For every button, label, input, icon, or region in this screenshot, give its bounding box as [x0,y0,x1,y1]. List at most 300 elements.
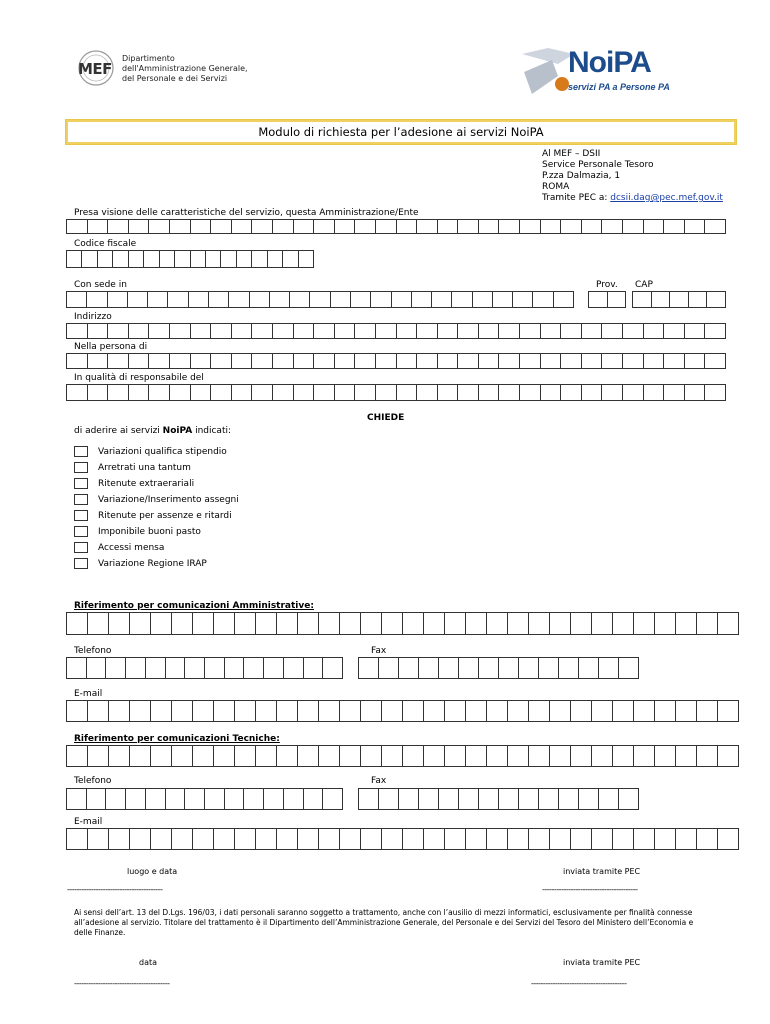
char-cell[interactable] [382,701,403,721]
char-cell[interactable] [319,746,340,766]
char-cell[interactable] [256,746,277,766]
char-cell[interactable] [214,746,235,766]
char-cell[interactable] [264,789,284,809]
char-cell[interactable] [359,658,379,678]
char-cell[interactable] [676,701,697,721]
char-cell[interactable] [361,829,382,849]
char-cell[interactable] [67,701,88,721]
char-cell[interactable] [561,354,582,368]
char-cell[interactable] [608,292,627,307]
char-cell[interactable] [244,789,264,809]
char-cell[interactable] [499,658,519,678]
char-cell[interactable] [382,613,403,634]
char-cell[interactable] [438,385,459,400]
char-cell[interactable] [252,324,273,338]
char-cell[interactable] [439,658,459,678]
char-cell[interactable] [655,829,676,849]
char-cell[interactable] [417,385,438,400]
char-cell[interactable] [397,354,418,368]
char-cell[interactable] [106,658,126,678]
char-cell[interactable] [613,613,634,634]
char-cell[interactable] [109,746,130,766]
char-cell[interactable] [160,251,175,267]
char-cell[interactable] [168,292,188,307]
char-cell[interactable] [214,613,235,634]
char-cell[interactable] [149,385,170,400]
char-cell[interactable] [298,746,319,766]
char-cell[interactable] [252,354,273,368]
char-cell[interactable] [129,385,150,400]
char-cell[interactable] [599,789,619,809]
char-cell[interactable] [108,292,128,307]
char-cell[interactable] [697,829,718,849]
char-cell[interactable] [87,658,107,678]
char-cell[interactable] [397,220,418,233]
char-cell[interactable] [283,251,298,267]
char-cell[interactable] [359,789,379,809]
char-cell[interactable] [479,789,499,809]
char-cell[interactable] [541,220,562,233]
char-cell[interactable] [529,746,550,766]
char-cell[interactable] [445,746,466,766]
char-cell[interactable] [298,829,319,849]
char-cell[interactable] [166,658,186,678]
char-cell[interactable] [634,746,655,766]
char-cell[interactable] [151,829,172,849]
char-cell[interactable] [294,385,315,400]
char-cell[interactable] [284,658,304,678]
char-cell[interactable] [355,354,376,368]
char-cell[interactable] [67,829,88,849]
char-cell[interactable] [499,220,520,233]
char-cell[interactable] [466,746,487,766]
char-cell[interactable] [108,354,129,368]
char-cell[interactable] [399,658,419,678]
char-cell[interactable] [613,701,634,721]
char-cell[interactable] [499,354,520,368]
char-cell[interactable] [424,829,445,849]
char-cell[interactable] [323,658,343,678]
char-cell[interactable] [499,324,520,338]
char-cell[interactable] [561,324,582,338]
char-cell[interactable] [718,829,739,849]
char-cell[interactable] [541,324,562,338]
char-cell[interactable] [256,613,277,634]
char-cell[interactable] [466,613,487,634]
char-cell[interactable] [319,829,340,849]
char-cell[interactable] [170,324,191,338]
char-cell[interactable] [252,220,273,233]
char-cell[interactable] [479,324,500,338]
char-cell[interactable] [508,701,529,721]
char-cell[interactable] [268,251,283,267]
char-cell[interactable] [67,292,87,307]
char-cell[interactable] [88,220,109,233]
char-cell[interactable] [664,324,685,338]
char-cell[interactable] [235,829,256,849]
char-cell[interactable] [707,292,726,307]
char-cell[interactable] [561,385,582,400]
char-cell[interactable] [148,292,168,307]
char-cell[interactable] [458,220,479,233]
char-cell[interactable] [129,251,144,267]
char-cell[interactable] [129,220,150,233]
char-cell[interactable] [130,613,151,634]
char-cell[interactable] [108,385,129,400]
char-cell[interactable] [277,613,298,634]
char-cell[interactable] [571,613,592,634]
char-cell[interactable] [705,385,726,400]
char-cell[interactable] [193,746,214,766]
char-cell[interactable] [185,658,205,678]
char-cell[interactable] [379,789,399,809]
char-cell[interactable] [361,613,382,634]
char-cell[interactable] [508,613,529,634]
char-cell[interactable] [655,746,676,766]
char-cell[interactable] [479,385,500,400]
char-cell[interactable] [252,385,273,400]
char-cell[interactable] [88,746,109,766]
char-cell[interactable] [67,220,88,233]
char-cell[interactable] [432,292,452,307]
char-cell[interactable] [229,292,249,307]
char-cell[interactable] [697,701,718,721]
char-cell[interactable] [355,385,376,400]
char-cell[interactable] [67,613,88,634]
char-cell[interactable] [599,658,619,678]
char-cell[interactable] [493,292,513,307]
char-cell[interactable] [644,324,665,338]
char-cell[interactable] [172,746,193,766]
char-cell[interactable] [417,324,438,338]
char-cell[interactable] [644,220,665,233]
char-cell[interactable] [331,292,351,307]
char-cell[interactable] [508,746,529,766]
char-cell[interactable] [232,354,253,368]
char-cell[interactable] [613,829,634,849]
char-cell[interactable] [655,701,676,721]
char-cell[interactable] [130,829,151,849]
char-cell[interactable] [67,324,88,338]
con-sede-in-field[interactable] [66,291,574,308]
admin-contact-name-field[interactable] [66,612,739,635]
char-cell[interactable] [221,251,236,267]
char-cell[interactable] [319,701,340,721]
char-cell[interactable] [88,829,109,849]
char-cell[interactable] [499,385,520,400]
char-cell[interactable] [67,251,82,267]
char-cell[interactable] [88,385,109,400]
char-cell[interactable] [193,829,214,849]
char-cell[interactable] [130,701,151,721]
char-cell[interactable] [235,746,256,766]
char-cell[interactable] [559,658,579,678]
char-cell[interactable] [149,324,170,338]
service-checkbox[interactable] [74,494,88,505]
char-cell[interactable] [298,613,319,634]
char-cell[interactable] [146,658,166,678]
char-cell[interactable] [335,354,356,368]
char-cell[interactable] [676,613,697,634]
char-cell[interactable] [589,292,608,307]
char-cell[interactable] [592,829,613,849]
char-cell[interactable] [541,385,562,400]
char-cell[interactable] [550,613,571,634]
char-cell[interactable] [424,701,445,721]
char-cell[interactable] [619,789,639,809]
char-cell[interactable] [613,746,634,766]
char-cell[interactable] [439,789,459,809]
service-checkbox[interactable] [74,542,88,553]
char-cell[interactable] [452,292,472,307]
char-cell[interactable] [417,354,438,368]
char-cell[interactable] [554,292,574,307]
char-cell[interactable] [602,324,623,338]
char-cell[interactable] [466,829,487,849]
char-cell[interactable] [211,385,232,400]
char-cell[interactable] [602,220,623,233]
char-cell[interactable] [623,324,644,338]
char-cell[interactable] [676,746,697,766]
pec-email-link[interactable]: dcsii.dag@pec.mef.gov.it [610,193,723,203]
char-cell[interactable] [191,385,212,400]
char-cell[interactable] [397,324,418,338]
char-cell[interactable] [191,324,212,338]
char-cell[interactable] [602,385,623,400]
char-cell[interactable] [623,385,644,400]
char-cell[interactable] [298,701,319,721]
char-cell[interactable] [67,789,87,809]
char-cell[interactable] [314,324,335,338]
char-cell[interactable] [170,385,191,400]
admin-fax-field[interactable] [358,657,639,679]
char-cell[interactable] [214,829,235,849]
char-cell[interactable] [623,354,644,368]
char-cell[interactable] [403,613,424,634]
char-cell[interactable] [519,658,539,678]
char-cell[interactable] [361,701,382,721]
char-cell[interactable] [520,354,541,368]
char-cell[interactable] [513,292,533,307]
char-cell[interactable] [438,220,459,233]
char-cell[interactable] [634,701,655,721]
char-cell[interactable] [67,385,88,400]
char-cell[interactable] [294,354,315,368]
char-cell[interactable] [424,746,445,766]
service-checkbox[interactable] [74,558,88,569]
char-cell[interactable] [172,613,193,634]
char-cell[interactable] [88,324,109,338]
char-cell[interactable] [149,220,170,233]
char-cell[interactable] [88,701,109,721]
char-cell[interactable] [550,746,571,766]
admin-email-field[interactable] [66,700,739,722]
char-cell[interactable] [106,789,126,809]
char-cell[interactable] [319,613,340,634]
char-cell[interactable] [214,701,235,721]
char-cell[interactable] [445,829,466,849]
char-cell[interactable] [185,789,205,809]
char-cell[interactable] [340,613,361,634]
char-cell[interactable] [520,220,541,233]
char-cell[interactable] [718,746,739,766]
char-cell[interactable] [689,292,708,307]
char-cell[interactable] [126,658,146,678]
char-cell[interactable] [479,354,500,368]
char-cell[interactable] [705,354,726,368]
char-cell[interactable] [561,220,582,233]
char-cell[interactable] [403,746,424,766]
char-cell[interactable] [466,701,487,721]
in-qualita-field[interactable] [66,384,726,401]
char-cell[interactable] [232,385,253,400]
char-cell[interactable] [355,220,376,233]
char-cell[interactable] [397,385,418,400]
char-cell[interactable] [340,746,361,766]
char-cell[interactable] [244,658,264,678]
char-cell[interactable] [206,251,221,267]
char-cell[interactable] [371,292,391,307]
char-cell[interactable] [277,746,298,766]
char-cell[interactable] [664,220,685,233]
char-cell[interactable] [87,292,107,307]
char-cell[interactable] [592,701,613,721]
char-cell[interactable] [211,220,232,233]
char-cell[interactable] [529,701,550,721]
char-cell[interactable] [270,292,290,307]
char-cell[interactable] [685,324,706,338]
char-cell[interactable] [438,354,459,368]
cap-field[interactable] [632,291,726,308]
char-cell[interactable] [232,324,253,338]
char-cell[interactable] [87,789,107,809]
char-cell[interactable] [335,324,356,338]
char-cell[interactable] [376,385,397,400]
char-cell[interactable] [304,789,324,809]
char-cell[interactable] [351,292,371,307]
char-cell[interactable] [382,829,403,849]
char-cell[interactable] [582,385,603,400]
char-cell[interactable] [697,613,718,634]
char-cell[interactable] [623,220,644,233]
char-cell[interactable] [191,354,212,368]
char-cell[interactable] [284,789,304,809]
char-cell[interactable] [205,789,225,809]
char-cell[interactable] [340,701,361,721]
char-cell[interactable] [473,292,493,307]
char-cell[interactable] [499,789,519,809]
char-cell[interactable] [571,701,592,721]
char-cell[interactable] [299,251,314,267]
char-cell[interactable] [419,789,439,809]
char-cell[interactable] [634,829,655,849]
char-cell[interactable] [403,701,424,721]
char-cell[interactable] [424,613,445,634]
char-cell[interactable] [205,658,225,678]
char-cell[interactable] [193,613,214,634]
char-cell[interactable] [685,385,706,400]
char-cell[interactable] [670,292,689,307]
char-cell[interactable] [237,251,252,267]
char-cell[interactable] [129,354,150,368]
char-cell[interactable] [340,829,361,849]
char-cell[interactable] [323,789,343,809]
char-cell[interactable] [579,658,599,678]
char-cell[interactable] [128,292,148,307]
char-cell[interactable] [209,292,229,307]
char-cell[interactable] [108,324,129,338]
char-cell[interactable] [539,658,559,678]
char-cell[interactable] [592,746,613,766]
char-cell[interactable] [550,701,571,721]
char-cell[interactable] [361,746,382,766]
char-cell[interactable] [211,324,232,338]
char-cell[interactable] [88,613,109,634]
char-cell[interactable] [582,220,603,233]
tech-fax-field[interactable] [358,788,639,810]
char-cell[interactable] [273,354,294,368]
char-cell[interactable] [634,613,655,634]
char-cell[interactable] [151,701,172,721]
admin-telefono-field[interactable] [66,657,343,679]
char-cell[interactable] [520,324,541,338]
char-cell[interactable] [250,292,270,307]
char-cell[interactable] [529,613,550,634]
char-cell[interactable] [146,789,166,809]
char-cell[interactable] [458,354,479,368]
char-cell[interactable] [277,701,298,721]
char-cell[interactable] [109,701,130,721]
char-cell[interactable] [579,789,599,809]
char-cell[interactable] [458,385,479,400]
char-cell[interactable] [211,354,232,368]
service-checkbox[interactable] [74,462,88,473]
char-cell[interactable] [592,613,613,634]
char-cell[interactable] [382,746,403,766]
char-cell[interactable] [82,251,97,267]
char-cell[interactable] [273,324,294,338]
char-cell[interactable] [582,324,603,338]
char-cell[interactable] [113,251,128,267]
char-cell[interactable] [376,354,397,368]
char-cell[interactable] [335,220,356,233]
service-checkbox[interactable] [74,446,88,457]
char-cell[interactable] [571,829,592,849]
char-cell[interactable] [718,613,739,634]
char-cell[interactable] [520,385,541,400]
tech-contact-name-field[interactable] [66,745,739,767]
service-checkbox[interactable] [74,526,88,537]
char-cell[interactable] [144,251,159,267]
char-cell[interactable] [487,701,508,721]
char-cell[interactable] [355,324,376,338]
tech-telefono-field[interactable] [66,788,343,810]
char-cell[interactable] [602,354,623,368]
char-cell[interactable] [479,220,500,233]
char-cell[interactable] [335,385,356,400]
char-cell[interactable] [225,789,245,809]
char-cell[interactable] [676,829,697,849]
char-cell[interactable] [664,385,685,400]
codice-fiscale-field[interactable] [66,250,314,268]
ente-name-field[interactable] [66,219,726,234]
char-cell[interactable] [277,829,298,849]
char-cell[interactable] [109,613,130,634]
char-cell[interactable] [175,251,190,267]
char-cell[interactable] [655,613,676,634]
char-cell[interactable] [172,829,193,849]
char-cell[interactable] [149,354,170,368]
